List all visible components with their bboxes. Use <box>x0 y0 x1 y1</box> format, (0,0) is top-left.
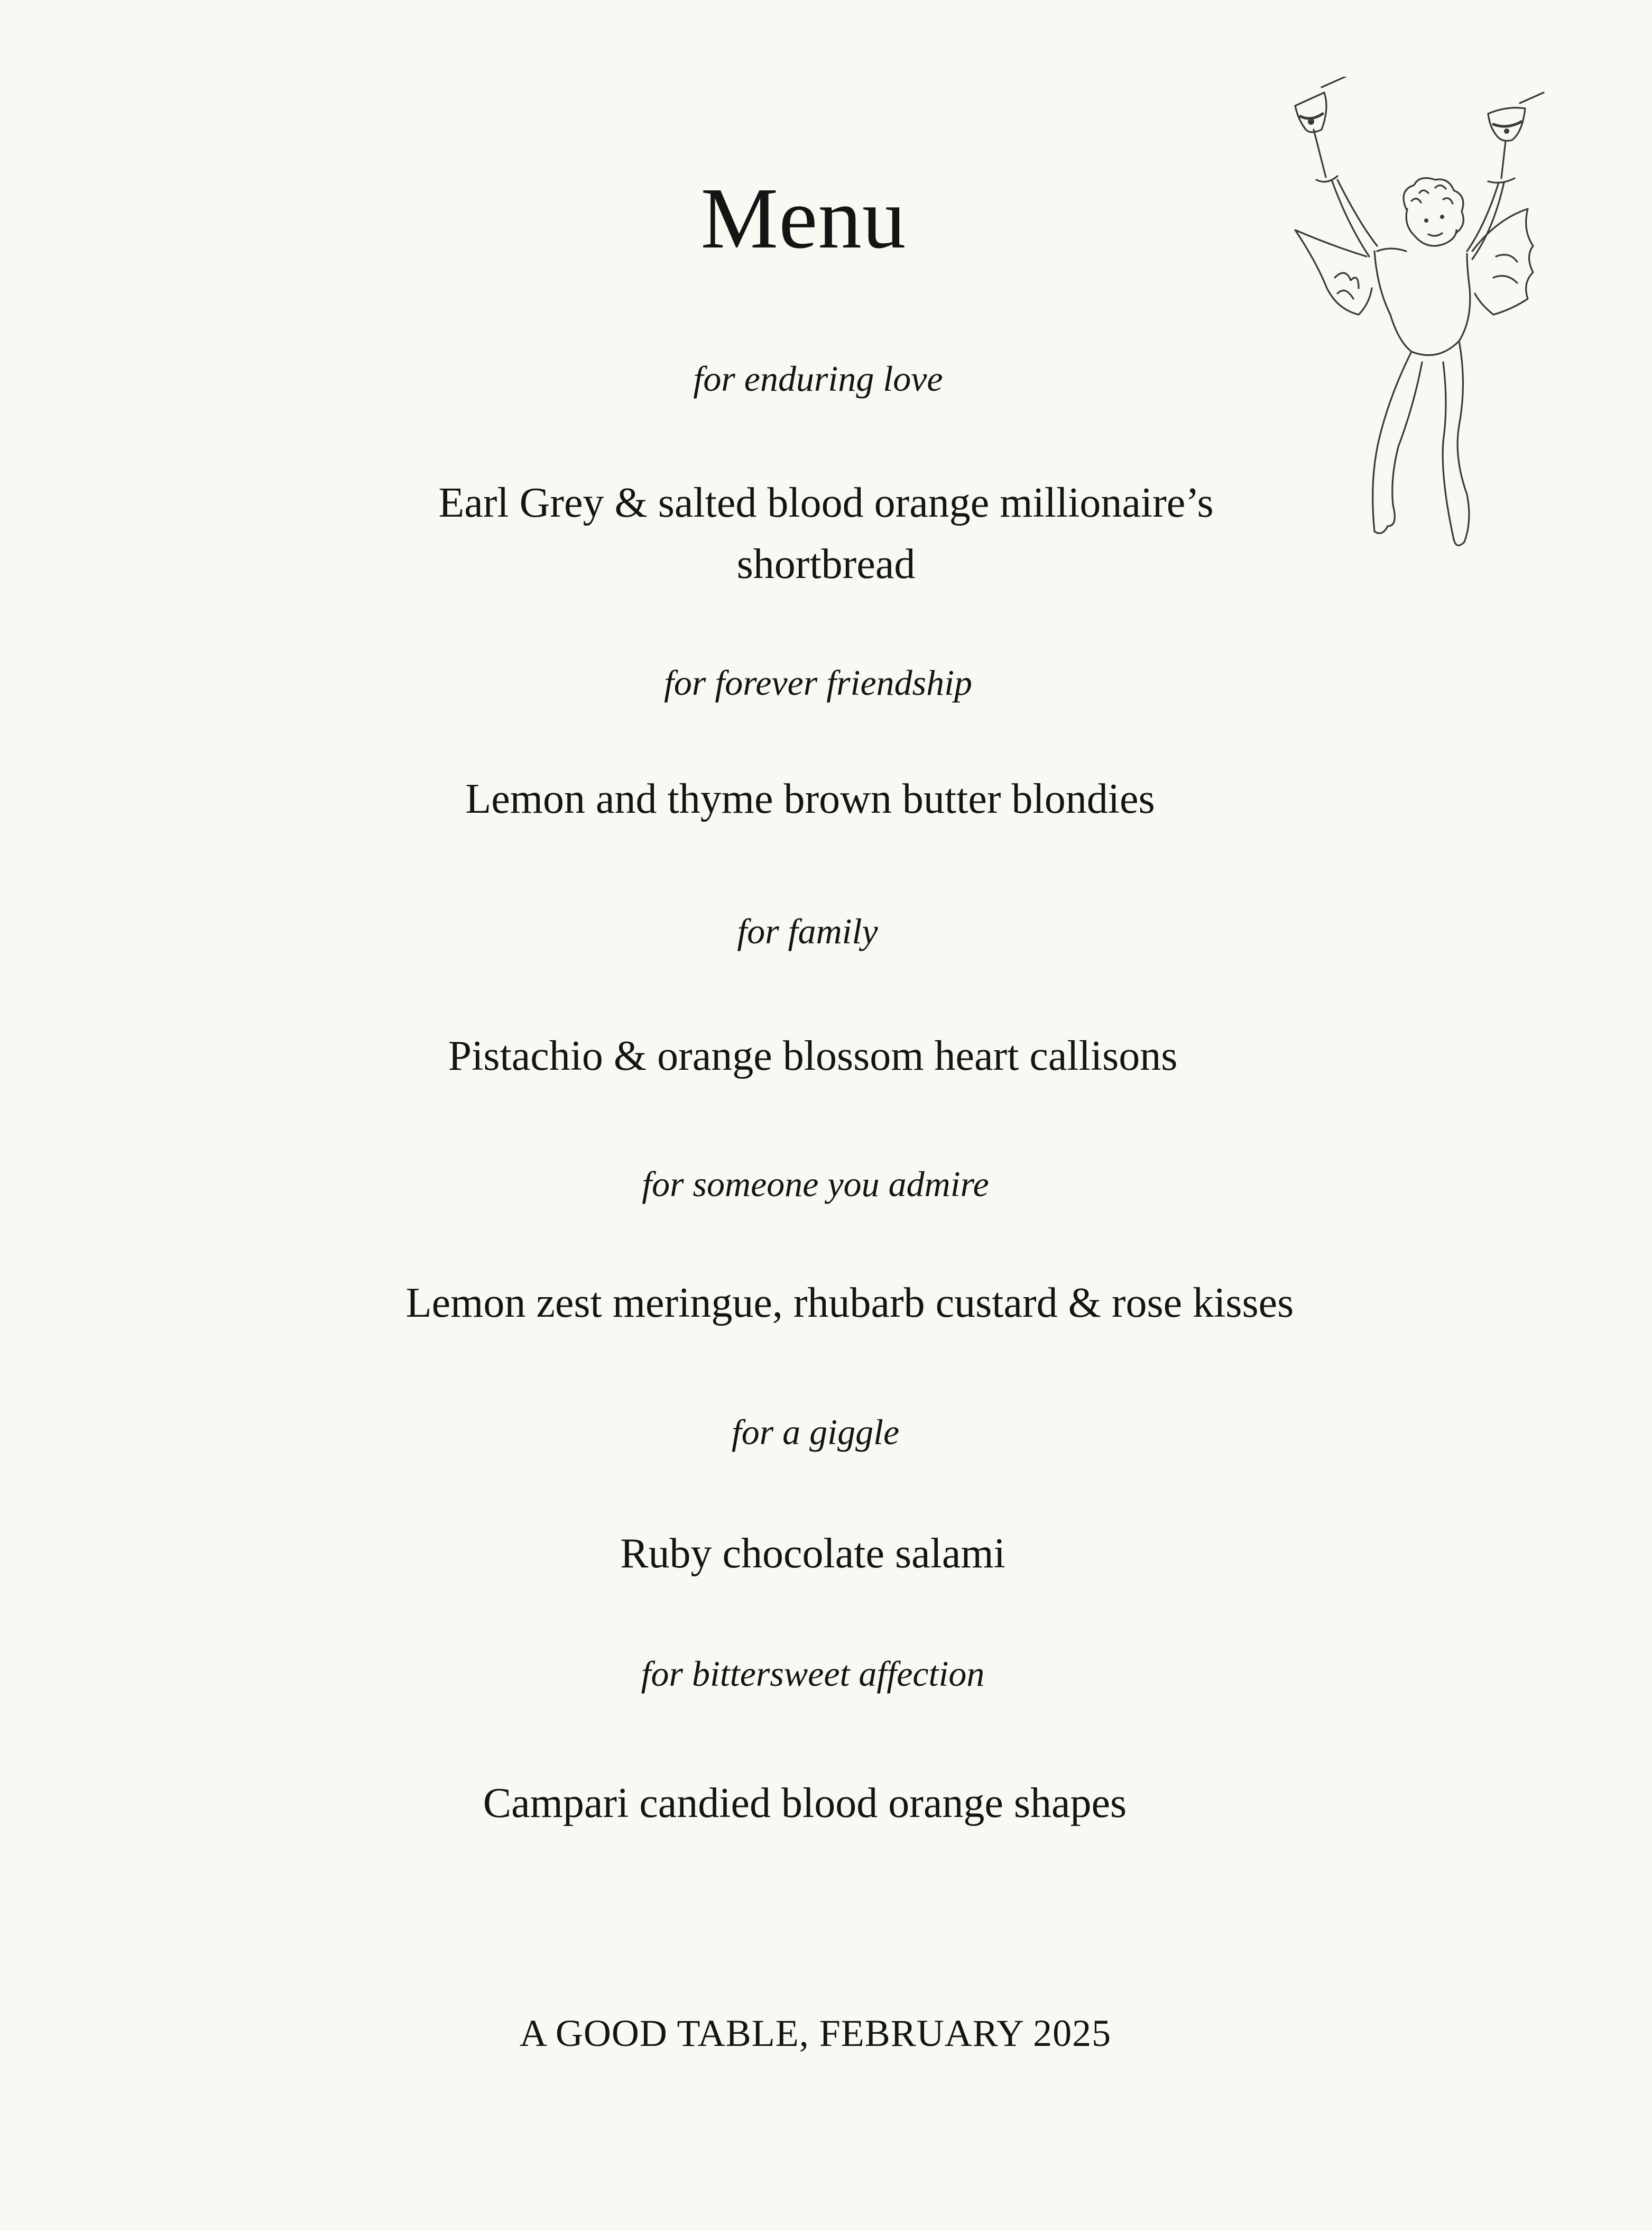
dish-millionaires-shortbread-line2: shortbread <box>736 541 916 587</box>
menu-title: Menu <box>700 170 907 267</box>
dish-blondies: Lemon and thyme brown butter blondies <box>465 776 1155 822</box>
menu-footer: A GOOD TABLE, FEBRUARY 2025 <box>519 2012 1112 2054</box>
dish-callisons: Pistachio & orange blossom heart callisons <box>448 1033 1178 1079</box>
left-cocktail-glass-icon <box>1295 77 1345 182</box>
section-subtitle-a-giggle: for a giggle <box>731 1412 900 1452</box>
dish-candied-blood-orange: Campari candied blood orange shapes <box>483 1780 1127 1826</box>
section-subtitle-forever-friendship: for forever friendship <box>664 663 972 703</box>
section-subtitle-bittersweet-affection: for bittersweet affection <box>641 1654 985 1694</box>
dish-millionaires-shortbread-line1: Earl Grey & salted blood orange millionaire’s <box>438 480 1214 526</box>
dish-chocolate-salami: Ruby chocolate salami <box>620 1530 1005 1577</box>
section-subtitle-someone-you-admire: for someone you admire <box>642 1164 989 1204</box>
section-subtitle-enduring-love: for enduring love <box>693 359 943 399</box>
right-cocktail-glass-icon <box>1488 93 1544 182</box>
cherub-with-cocktails-icon <box>1285 77 1559 579</box>
dish-meringue-kisses: Lemon zest meringue, rhubarb custard & rose kisses <box>405 1280 1294 1326</box>
section-subtitle-family: for family <box>737 911 878 951</box>
